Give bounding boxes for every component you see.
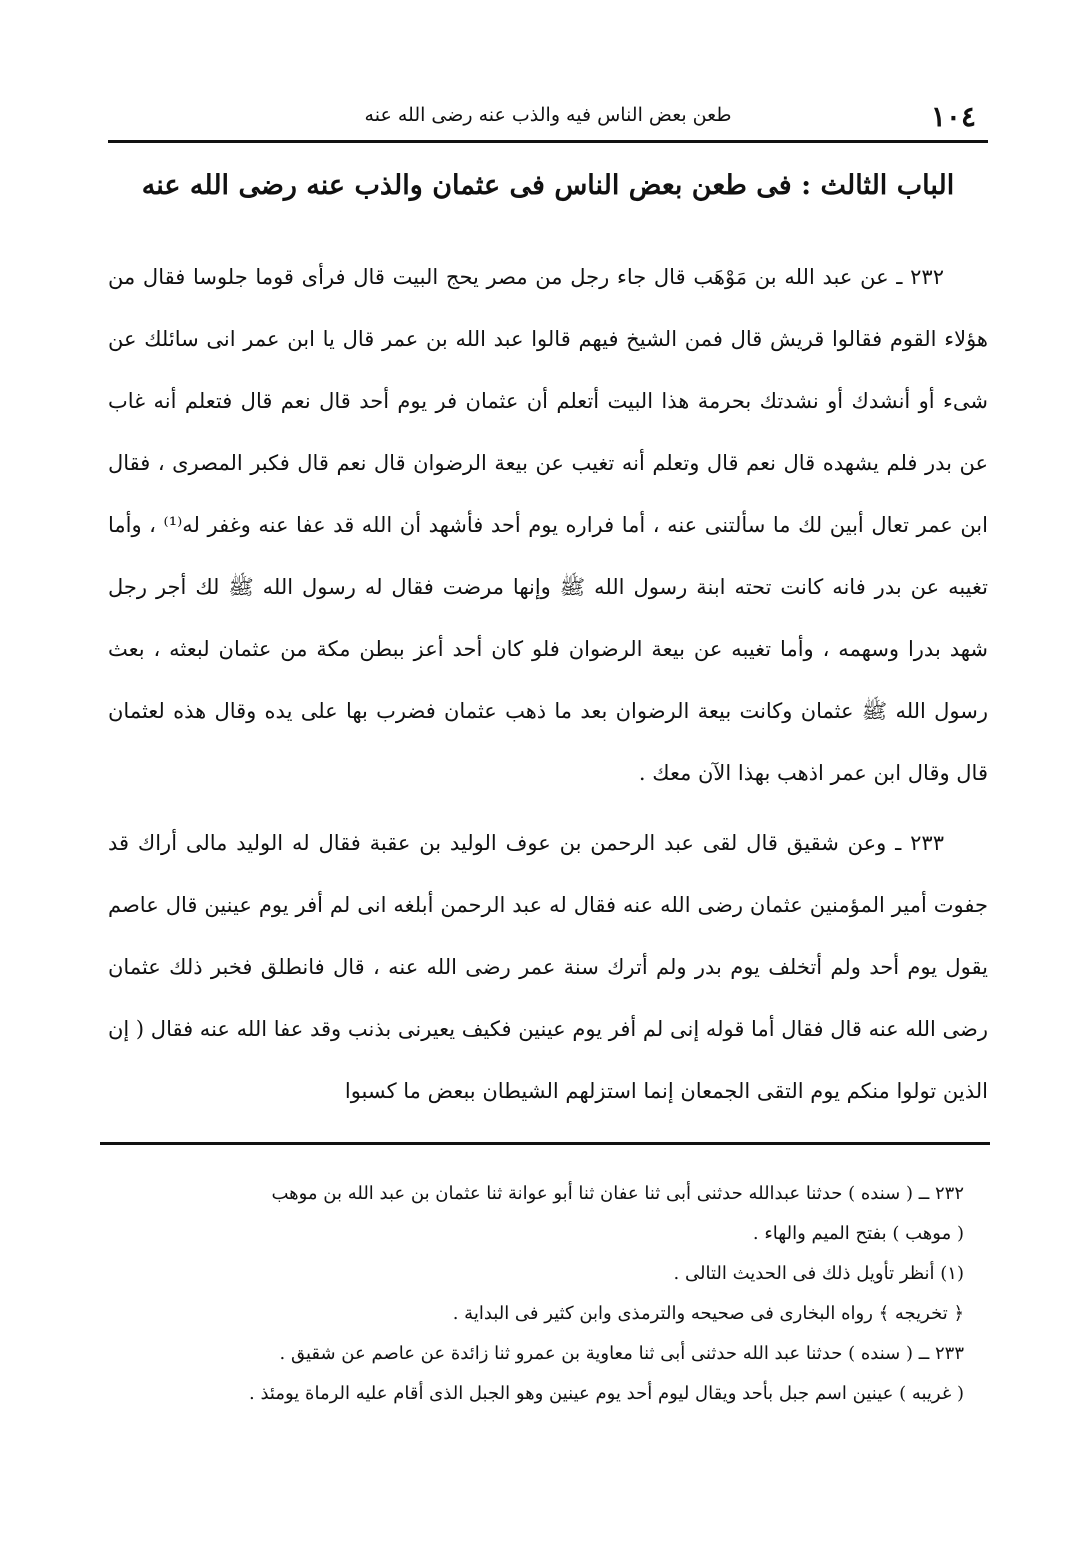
page-number: ١٠٤ bbox=[930, 100, 976, 133]
footnote-divider bbox=[100, 1142, 990, 1145]
chapter-title: الباب الثالث : فى طعن بعض الناس فى عثمان والذب عنه رضى الله عنه bbox=[141, 170, 955, 201]
main-text bbox=[108, 246, 988, 1130]
running-title: طعن بعض الناس فيه والذب عنه رضى الله عنه bbox=[364, 104, 732, 126]
hadith-paragraph-232: ٢٣٢ ـ عن عبد الله بن مَوْهَب قال جاء رجل من مصر يحج البيت قال فرأى قوما جلوسا فقال من هؤلاء القوم فقالوا قريش قال فمن الشيخ فيهم قالوا عبد الله بن عمر قال يا ابن عمر انى سائلك عن شىء أو أنشدك أو نشدتك بحرمة هذا البيت أتعلم أن عثمان فر يوم أحد قال نعم قال فتعلم أنه غاب عن بدر فلم يشهده قال نعم قال وتعلم أنه تغيب عن بيعة الرضوان قال نعم قال فكبر المصرى ، فقال ابن عمر تعال أبين لك ما سألتنى عنه ، أما فراره يوم أحد فأشهد أن الله قد عفا عنه وغفر له⁽¹⁾ ، وأما تغيبه عن بدر فانه كانت تحته ابنة رسول الله ﷺ وإنها مرضت فقال له رسول الله ﷺ لك أجر رجل شهد بدرا وسهمه ، وأما تغيبه عن بيعة الرضوان فلو كان أحد أعز ببطن مكة من عثمان لبعثه ، بعث رسول الله ﷺ عثمان وكانت بيعة الرضوان بعد ما ذهب عثمان فضرب بها على يده وقال هذه لعثمان قال وقال ابن عمر اذهب بهذا الآن معك . bbox=[108, 265, 988, 785]
footnotes bbox=[108, 1174, 988, 1414]
footnote-item: ( غريبه ) عينين اسم جبل بأحد ويقال ليوم أحد يوم عينين وهو الجبل الذى أقام عليه الرماة يومئذ . bbox=[249, 1383, 964, 1404]
footnote-item: ( موهب ) بفتح الميم والهاء . bbox=[752, 1223, 964, 1244]
hadith-paragraph-233: ٢٣٣ ـ وعن شقيق قال لقى عبد الرحمن بن عوف الوليد بن عقبة فقال له الوليد مالى أراك قد جفوت أمير المؤمنين عثمان رضى الله عنه فقال له عبد الرحمن أبلغه انى لم أفر يوم عينين قال عاصم يقول يوم أحد ولم أتخلف يوم بدر ولم أترك سنة عمر رضى الله عنه ، قال فانطلق فخبر ذلك عثمان رضى الله عنه قال فقال أما قوله إنى لم أفر يوم عينين فكيف يعيرنى بذنب وقد عفا الله عنه فقال ( إن الذين تولوا منكم يوم التقى الجمعان إنما استزلهم الشيطان ببعض ما كسبوا bbox=[108, 831, 988, 1103]
running-header bbox=[108, 96, 988, 143]
footnote-item: ﴿ تخريجه ﴾ رواه البخارى فى صحيحه والترمذى وابن كثير فى البداية . bbox=[452, 1303, 964, 1324]
footnote-item: ٢٣٢ ــ ( سنده ) حدثنا عبدالله حدثنى أبى ثنا عفان ثنا أبو عوانة ثنا عثمان بن عبد الله بن موهب bbox=[271, 1183, 964, 1204]
footnote-item: (١) أنظر تأويل ذلك فى الحديث التالى . bbox=[673, 1263, 964, 1284]
footnote-item: ٢٣٣ ــ ( سنده ) حدثنا عبد الله حدثنى أبى ثنا معاوية بن عمرو ثنا زائدة عن عاصم عن شقيق . bbox=[279, 1343, 964, 1364]
